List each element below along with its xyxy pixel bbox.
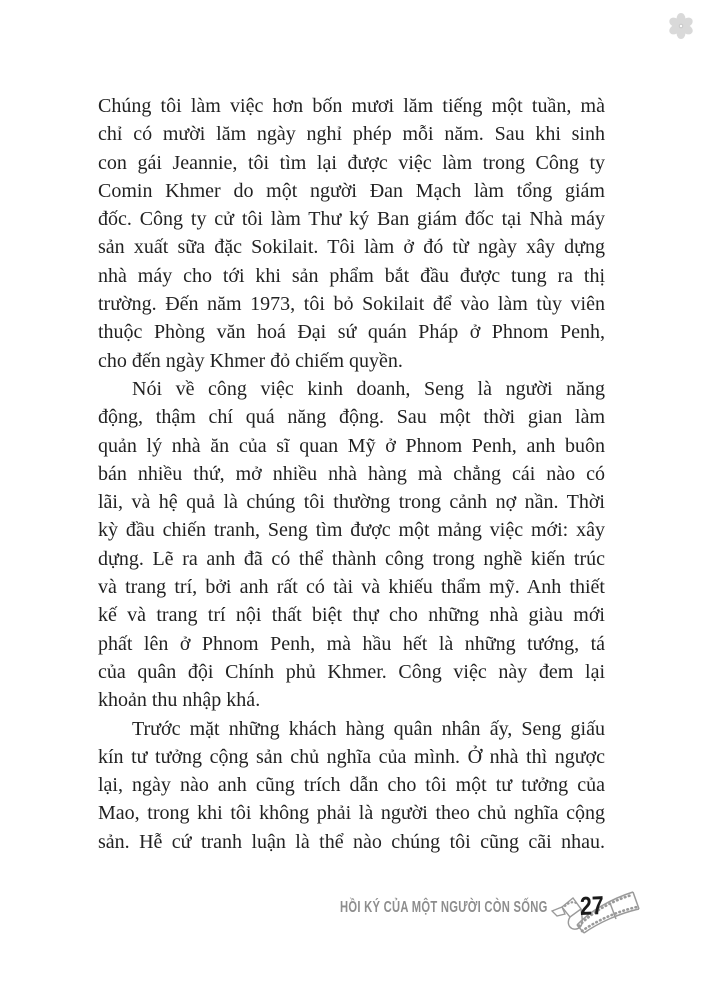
- text-line: thuộc Phòng văn hoá Đại sứ quán Pháp ở Phnom Penh,: [98, 321, 605, 344]
- text-line: sản. Hễ cứ tranh luận là thể nào chúng tôi cũng cãi nhau.: [98, 830, 605, 853]
- paragraph: [98, 92, 605, 375]
- text-line: nhà máy cho tới khi sản phẩm bắt đầu được tung ra thị: [98, 264, 605, 287]
- text-line: phất lên ở Phnom Penh, mà hầu hết là những tướng, tá: [98, 632, 605, 655]
- paragraph: [98, 375, 605, 715]
- text-line: Chúng tôi làm việc hơn bốn mươi lăm tiếng một tuần, mà: [98, 95, 605, 117]
- text-line: bán nhiều thứ, mở nhiều nhà hàng mà chẳng cái nào có: [98, 462, 605, 485]
- text-line: của quân đội Chính phủ Khmer. Công việc này đem lại: [98, 660, 605, 683]
- text-line: kín tư tưởng cộng sản chủ nghĩa của mình. Ở nhà thì ngược: [98, 745, 605, 768]
- text-line: dựng. Lẽ ra anh đã có thể thành công trong nghề kiến trúc: [98, 547, 605, 570]
- text-line: trường. Đến năm 1973, tôi bỏ Sokilait để vào làm tùy viên: [98, 293, 605, 316]
- text-line: động, thậm chí quá năng động. Sau một thời gian làm: [98, 406, 605, 429]
- text-line: Comin Khmer do một người Đan Mạch làm tổng giám: [98, 179, 605, 202]
- text-line: sản xuất sữa đặc Sokilait. Tôi làm ở đó từ ngày xây dựng: [98, 236, 605, 259]
- page-number: 27: [579, 890, 605, 921]
- text-line: quản lý nhà ăn của sĩ quan Mỹ ở Phnom Penh, anh buôn: [98, 434, 605, 457]
- text-line: chỉ có mười lăm ngày nghỉ phép mỗi năm. Sau khi sinh: [98, 123, 605, 146]
- text-line: lại, ngày nào anh cũng trích dẫn cho tôi một tư tưởng của: [98, 774, 605, 797]
- running-title: HỒI KÝ CỦA MỘT NGƯỜI CÒN SỐNG: [340, 899, 548, 916]
- text-line: và trang trí, bởi anh rất có tài và khiếu thẩm mỹ. Anh thiết: [98, 576, 605, 599]
- text-line: kỳ đầu chiến tranh, Seng tìm được một mảng việc mới: xây: [98, 519, 605, 542]
- text-line: con gái Jeannie, tôi tìm lại được việc làm trong Công ty: [98, 151, 605, 174]
- text-line: lãi, và hệ quả là chúng tôi thường trong cảnh nợ nần. Thời: [98, 491, 605, 514]
- text-line: đốc. Công ty cử tôi làm Thư ký Ban giám đốc tại Nhà máy: [98, 208, 605, 231]
- flower-ornament-icon: [665, 10, 697, 42]
- text-line: Mao, trong khi tôi không phải là người theo chủ nghĩa cộng: [98, 802, 605, 825]
- paragraph: [98, 715, 605, 856]
- text-line: khoản thu nhập khá.: [98, 689, 261, 712]
- text-line: cho đến ngày Khmer đỏ chiếm quyền.: [98, 349, 403, 372]
- text-line: Nói về công việc kinh doanh, Seng là người năng: [132, 377, 605, 400]
- body-text: [98, 92, 605, 856]
- text-line: kế và trang trí nội thất biệt thự cho những nhà giàu mới: [98, 604, 605, 627]
- text-line: Trước mặt những khách hàng quân nhân ấy, Seng giấu: [132, 717, 605, 740]
